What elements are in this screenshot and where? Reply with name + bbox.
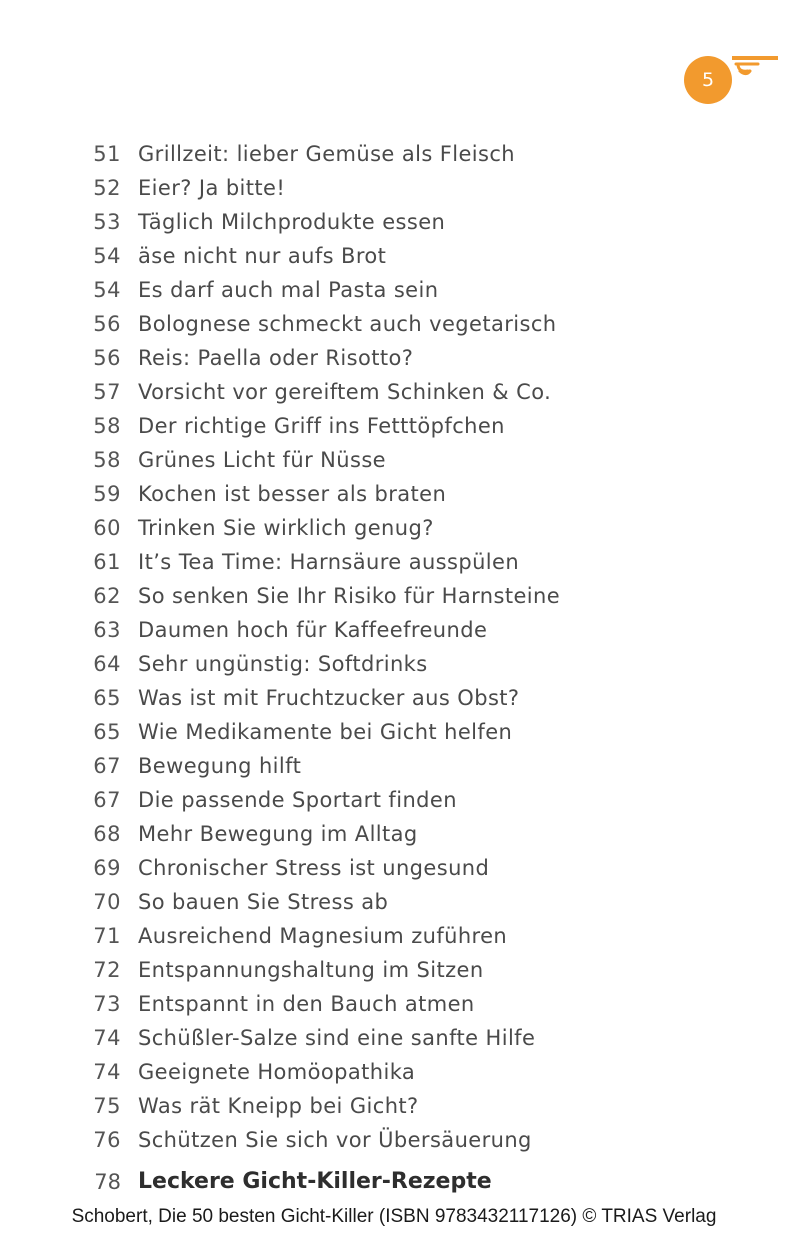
toc-page-number: 56: [93, 312, 121, 336]
toc-entry-title: Bolognese schmeckt auch vegetarisch: [138, 312, 557, 336]
toc-page-number: 63: [93, 618, 121, 642]
toc-entry[interactable]: [0, 579, 788, 613]
toc-page-number: 76: [93, 1128, 121, 1152]
toc-entry[interactable]: [0, 817, 788, 851]
toc-entry-title: Täglich Milchprodukte essen: [138, 210, 446, 234]
toc-page-number: 52: [93, 176, 121, 200]
toc-entry-title: So senken Sie Ihr Risiko für Harnsteine: [138, 584, 561, 608]
chapter-page-number: 78: [94, 1170, 121, 1194]
toc-entry[interactable]: [0, 749, 788, 783]
toc-page-number: 60: [93, 516, 121, 540]
toc-page-number: 51: [93, 142, 121, 166]
toc-entry[interactable]: [0, 647, 788, 681]
toc-entry[interactable]: [0, 885, 788, 919]
table-of-contents: [0, 137, 788, 1157]
toc-entry-title: Der richtige Griff ins Fetttöpfchen: [138, 414, 505, 438]
toc-entry-title: Sehr ungünstig: Softdrinks: [138, 652, 428, 676]
toc-entry-title: Es darf auch mal Pasta sein: [138, 278, 439, 302]
toc-page-number: 59: [93, 482, 121, 506]
toc-entry[interactable]: [0, 443, 788, 477]
toc-entry[interactable]: [0, 1089, 788, 1123]
toc-page-number: 58: [93, 448, 121, 472]
toc-entry[interactable]: [0, 239, 788, 273]
toc-page-number: 70: [93, 890, 121, 914]
toc-page-number: 61: [93, 550, 121, 574]
toc-page-number: 69: [93, 856, 121, 880]
page-number-badge: 5: [684, 56, 732, 104]
toc-entry[interactable]: [0, 205, 788, 239]
toc-entry[interactable]: [0, 273, 788, 307]
toc-entry-title: Wie Medikamente bei Gicht helfen: [138, 720, 513, 744]
copyright-footer: Schobert, Die 50 besten Gicht-Killer (ISBN 9783432117126) © TRIAS Verlag: [71, 1206, 717, 1227]
toc-entry[interactable]: [0, 545, 788, 579]
toc-page-number: 75: [93, 1094, 121, 1118]
toc-entry-title: Schützen Sie sich vor Übersäuerung: [138, 1128, 532, 1152]
toc-entry-title: Grünes Licht für Nüsse: [138, 448, 386, 472]
toc-entry-title: Entspannt in den Bauch atmen: [138, 992, 475, 1016]
toc-entry[interactable]: [0, 375, 788, 409]
toc-entry[interactable]: [0, 477, 788, 511]
toc-page-number: 65: [93, 720, 121, 744]
toc-entry-title: Grillzeit: lieber Gemüse als Fleisch: [138, 142, 515, 166]
toc-page-number: 71: [93, 924, 121, 948]
toc-page-number: 73: [93, 992, 121, 1016]
toc-page-number: 74: [93, 1026, 121, 1050]
toc-entry-title: Trinken Sie wirklich genug?: [138, 516, 434, 540]
chapter-title: Leckere Gicht-Killer-Rezepte: [138, 1169, 492, 1194]
toc-page-number: 54: [93, 278, 121, 302]
toc-entry-title: Kochen ist besser als braten: [138, 482, 447, 506]
toc-entry[interactable]: [0, 511, 788, 545]
toc-entry-title: Bewegung hilft: [138, 754, 302, 778]
toc-entry[interactable]: [0, 953, 788, 987]
toc-entry[interactable]: [0, 783, 788, 817]
toc-entry[interactable]: [0, 613, 788, 647]
toc-entry-title: It’s Tea Time: Harnsäure ausspülen: [138, 550, 520, 574]
toc-page-number: 62: [93, 584, 121, 608]
toc-page-number: 67: [93, 788, 121, 812]
toc-page-number: 68: [93, 822, 121, 846]
toc-page-number: 56: [93, 346, 121, 370]
toc-entry[interactable]: [0, 171, 788, 205]
toc-chapter-entry[interactable]: [0, 1164, 788, 1200]
toc-entry[interactable]: [0, 987, 788, 1021]
toc-entry[interactable]: [0, 341, 788, 375]
toc-page-number: 57: [93, 380, 121, 404]
toc-page-number: 64: [93, 652, 121, 676]
toc-entry[interactable]: [0, 137, 788, 171]
toc-entry-title: Eier? Ja bitte!: [138, 176, 286, 200]
pointing-finger-icon: [730, 52, 780, 82]
toc-page-number: 54: [93, 244, 121, 268]
toc-entry[interactable]: [0, 1021, 788, 1055]
toc-entry-title: Vorsicht vor gereiftem Schinken & Co.: [138, 380, 552, 404]
toc-page-number: 58: [93, 414, 121, 438]
toc-entry-title: So bauen Sie Stress ab: [138, 890, 389, 914]
toc-page-number: 53: [93, 210, 121, 234]
toc-entry-title: Geeignete Homöopathika: [138, 1060, 416, 1084]
toc-page-number: 67: [93, 754, 121, 778]
toc-entry[interactable]: [0, 409, 788, 443]
toc-entry[interactable]: [0, 715, 788, 749]
toc-entry-title: Schüßler-Salze sind eine sanfte Hilfe: [138, 1026, 536, 1050]
toc-entry[interactable]: [0, 1055, 788, 1089]
toc-entry-title: Chronischer Stress ist ungesund: [138, 856, 490, 880]
toc-entry[interactable]: [0, 307, 788, 341]
toc-entry-title: Was rät Kneipp bei Gicht?: [138, 1094, 419, 1118]
toc-entry-title: Daumen hoch für Kaffeefreunde: [138, 618, 488, 642]
toc-entry[interactable]: [0, 919, 788, 953]
toc-entry-title: Was ist mit Fruchtzucker aus Obst?: [138, 686, 520, 710]
toc-entry[interactable]: [0, 851, 788, 885]
toc-entry[interactable]: [0, 681, 788, 715]
toc-entry-title: äse nicht nur aufs Brot: [138, 244, 387, 268]
toc-entry-title: Entspannungshaltung im Sitzen: [138, 958, 484, 982]
toc-entry-title: Ausreichend Magnesium zuführen: [138, 924, 508, 948]
toc-entry-title: Die passende Sportart finden: [138, 788, 457, 812]
toc-entry-title: Mehr Bewegung im Alltag: [138, 822, 418, 846]
toc-page-number: 74: [93, 1060, 121, 1084]
toc-entry-title: Reis: Paella oder Risotto?: [138, 346, 414, 370]
toc-page-number: 65: [93, 686, 121, 710]
toc-page-number: 72: [93, 958, 121, 982]
toc-entry[interactable]: [0, 1123, 788, 1157]
